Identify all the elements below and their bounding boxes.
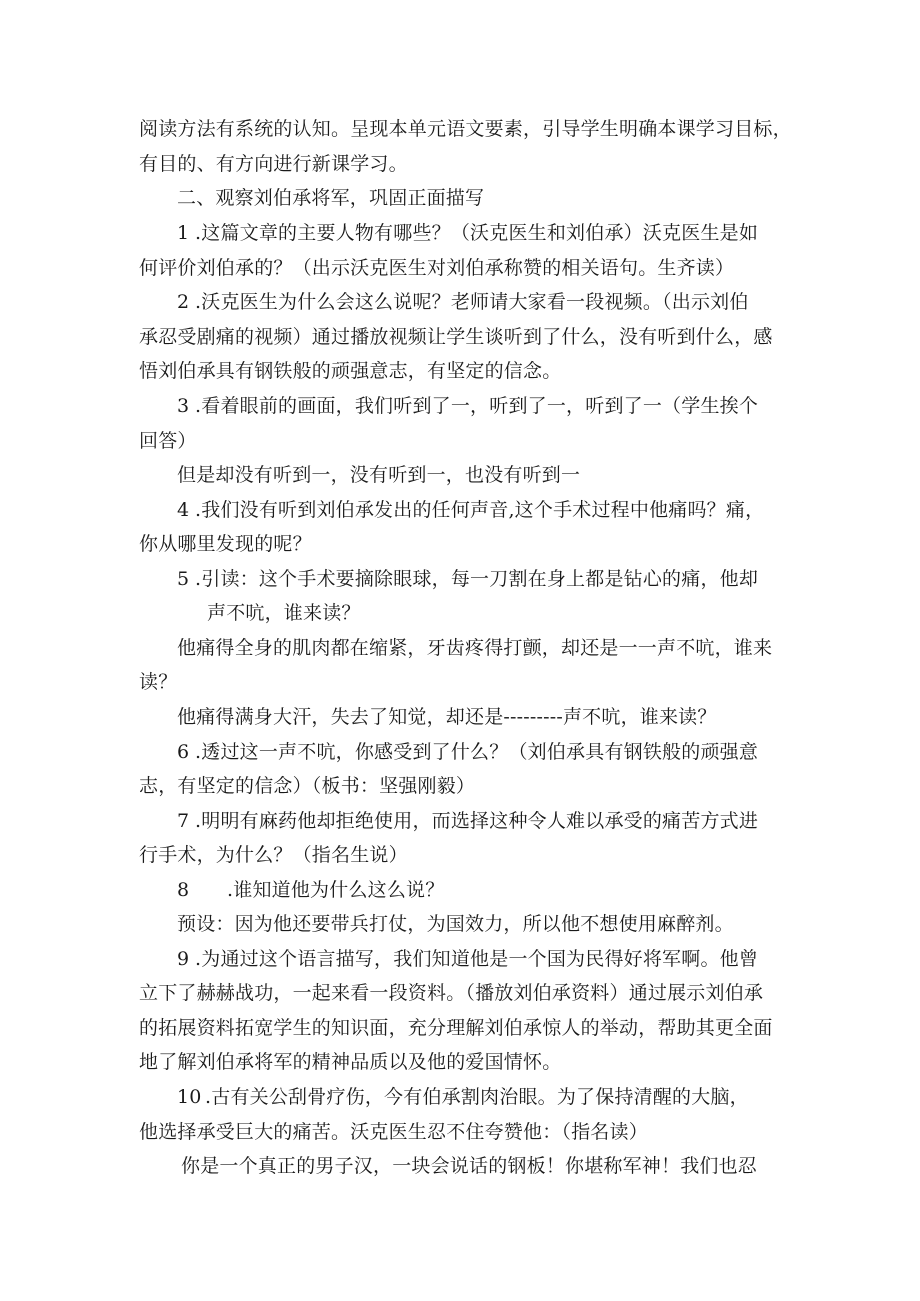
item-10-line-2: 他选择承受巨大的痛苦。沃克医生忍不住夸赞他：（指名读） bbox=[139, 1121, 648, 1143]
item-3-line-3: 但是却没有听到一，没有听到一，也没有听到一 bbox=[177, 464, 581, 486]
item-1-line-1: 1 .这篇文章的主要人物有哪些？（沃克医生和刘伯承）沃克医生是如 bbox=[177, 222, 759, 244]
item-9-line-1: 9 .为通过这个语言描写，我们知道他是一个国为民得好将军啊。他曾 bbox=[177, 948, 759, 970]
section-heading: 二、观察刘伯承将军，巩固正面描写 bbox=[177, 187, 485, 209]
item-6-line-1: 6 .透过这一声不吭，你感受到了什么？（刘伯承具有钢铁般的顽强意 bbox=[177, 741, 759, 763]
item-5-line-1: 5 .引读：这个手术要摘除眼球，每一刀割在身上都是钻心的痛，他却 bbox=[177, 568, 759, 590]
item-3-line-2: 回答） bbox=[139, 430, 197, 452]
item-number: 8 bbox=[177, 879, 190, 901]
item-number: 3 bbox=[177, 395, 190, 417]
item-number: 6 bbox=[177, 741, 190, 763]
item-number: 2 bbox=[177, 291, 190, 313]
item-number: 10 bbox=[177, 1086, 202, 1108]
item-5-line-2: 声不吭，谁来读？ bbox=[207, 602, 361, 624]
item-number: 1 bbox=[177, 222, 190, 244]
item-10-line-1: 10 .古有关公刮骨疗伤，今有伯承割肉治眼。为了保持清醒的大脑， bbox=[177, 1086, 749, 1108]
item-number: 7 bbox=[177, 810, 190, 832]
item-1-line-2: 何评价刘伯承的？（出示沃克医生对刘伯承称赞的相关语句。生齐读） bbox=[139, 257, 735, 279]
item-9-line-3: 的拓展资料拓宽学生的知识面，充分理解刘伯承惊人的举动，帮助其更全面 bbox=[139, 1017, 773, 1039]
item-3-line-1: 3 .看着眼前的画面，我们听到了一，听到了一，听到了一（学生挨个 bbox=[177, 395, 759, 417]
item-10-line-3: 你是一个真正的男子汉，一块会说话的钢板！你堪称军神！我们也忍 bbox=[181, 1155, 758, 1177]
item-2-line-1: 2 .沃克医生为什么会这么说呢？老师请大家看一段视频。（出示刘伯 bbox=[177, 291, 749, 313]
item-5-line-5: 他痛得满身大汗，失去了知觉，却还是---------声不吭，谁来读？ bbox=[177, 706, 717, 728]
item-6-line-2: 志，有坚定的信念）（板书：坚强刚毅） bbox=[139, 775, 476, 797]
item-2-line-2: 承忍受剧痛的视频）通过播放视频让学生谈听到了什么，没有听到什么，感 bbox=[139, 326, 773, 348]
item-4-line-1: 4 .我们没有听到刘伯承发出的任何声音,这个手术过程中他痛吗？痛， bbox=[177, 499, 765, 521]
item-7-line-2: 行手术，为什么？（指名生说） bbox=[139, 844, 408, 866]
item-8-line-1: 8 .谁知道他为什么这么说？ bbox=[177, 879, 445, 901]
item-8-line-2: 预设：因为他还要带兵打仗，为国效力，所以他不想使用麻醉剂。 bbox=[177, 913, 734, 935]
paragraph-line-1: 阅读方法有系统的认知。呈现本单元语文要素，引导学生明确本课学习目标， bbox=[139, 118, 792, 140]
paragraph-line-2: 有目的、有方向进行新课学习。 bbox=[139, 153, 408, 175]
item-5-line-3: 他痛得全身的肌肉都在缩紧，牙齿疼得打颤，却还是一一声不吭，谁来 bbox=[177, 637, 773, 659]
item-5-line-4: 读？ bbox=[139, 671, 178, 693]
item-number: 9 bbox=[177, 948, 190, 970]
item-number: 4 bbox=[177, 499, 190, 521]
item-9-line-4: 地了解刘伯承将军的精神品质以及他的爱国情怀。 bbox=[139, 1051, 562, 1073]
item-9-line-2: 立下了赫赫战功，一起来看一段资料。（播放刘伯承资料）通过展示刘伯承 bbox=[139, 982, 764, 1004]
item-4-line-2: 你从哪里发现的呢？ bbox=[139, 533, 312, 555]
item-7-line-1: 7 .明明有麻药他却拒绝使用，而选择这种令人难以承受的痛苦方式进 bbox=[177, 810, 759, 832]
item-2-line-3: 悟刘伯承具有钢铁般的顽强意志，有坚定的信念。 bbox=[139, 360, 562, 382]
item-number: 5 bbox=[177, 568, 190, 590]
